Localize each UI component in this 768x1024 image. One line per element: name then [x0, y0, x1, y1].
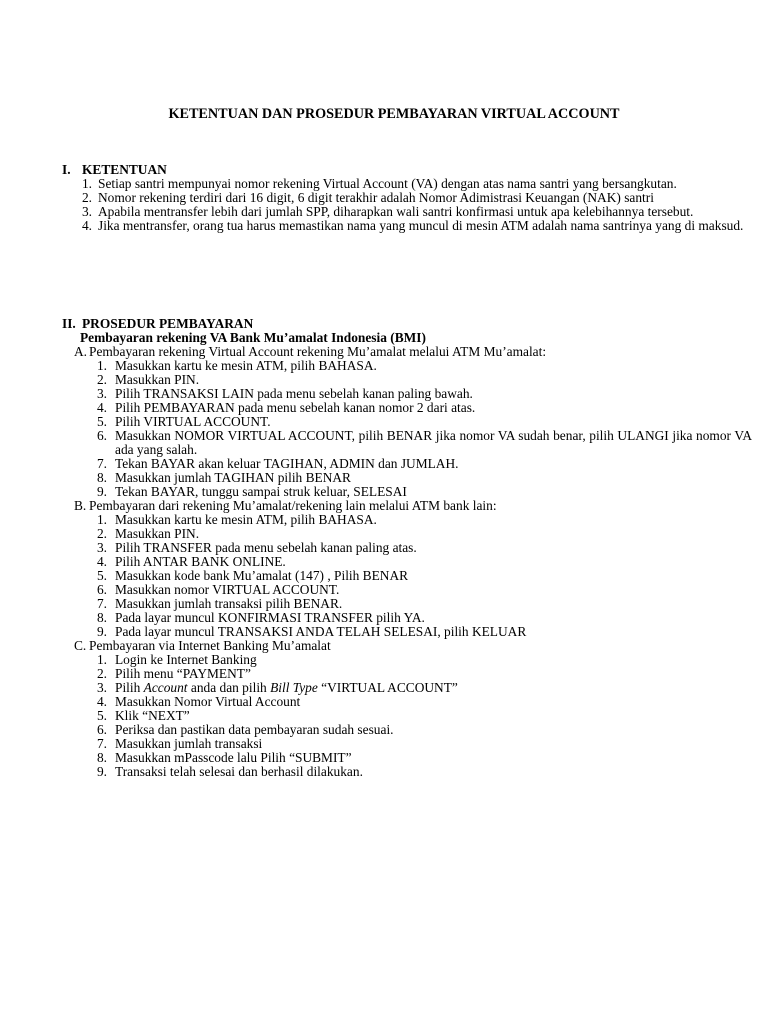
list-item: 7. Masukkan jumlah transaksi — [96, 736, 263, 751]
subsection-c-heading: C. Pembayaran via Internet Banking Mu’amalat — [74, 638, 331, 653]
list-item: 3. Apabila mentransfer lebih dari jumlah SPP, diharapkan wali santri konfirmasi untuk apa kelebihannya tersebut. — [81, 204, 694, 219]
prosedur-block — [74, 345, 752, 779]
list-item: 9. Pada layar muncul TRANSAKSI ANDA TELAH SELESAI, pilih KELUAR — [96, 624, 527, 639]
list-item: 3. Pilih Account anda dan pilih Bill Type “VIRTUAL ACCOUNT” — [96, 680, 458, 695]
list-item: 1. Masukkan kartu ke mesin ATM, pilih BAHASA. — [96, 512, 377, 527]
subsection-a-heading: A. Pembayaran rekening Virtual Account rekening Mu’amalat melalui ATM Mu’amalat: — [74, 344, 547, 359]
subsection-a-steps — [74, 359, 752, 499]
subsection-b-heading: B. Pembayaran dari rekening Mu’amalat/rekening lain melalui ATM bank lain: — [74, 498, 497, 513]
section-prosedur-heading — [62, 317, 253, 331]
list-item: 4. Jika mentransfer, orang tua harus memastikan nama yang muncul di mesin ATM adalah nama santrinya yang di maksud. — [81, 218, 744, 233]
list-item: 9. Transaksi telah selesai dan berhasil dilakukan. — [96, 764, 363, 779]
list-item: 6. Periksa dan pastikan data pembayaran sudah sesuai. — [96, 722, 394, 737]
list-item: 6. Masukkan nomor VIRTUAL ACCOUNT. — [96, 582, 340, 597]
list-item: 4. Masukkan Nomor Virtual Account — [96, 694, 301, 709]
list-item: 2. Masukkan PIN. — [96, 372, 200, 387]
section-ketentuan-heading — [62, 163, 167, 177]
section-number: II. — [62, 316, 76, 331]
list-item: 8. Pada layar muncul KONFIRMASI TRANSFER pilih YA. — [96, 610, 425, 625]
section-title: PROSEDUR PEMBAYARAN — [82, 316, 254, 331]
list-item: 3. Pilih TRANSAKSI LAIN pada menu sebelah kanan paling bawah. — [96, 386, 473, 401]
list-item: 5. Pilih VIRTUAL ACCOUNT. — [96, 414, 271, 429]
subsection-b-steps — [74, 513, 752, 639]
section-title: KETENTUAN — [82, 162, 167, 177]
list-item: 5. Masukkan kode bank Mu’amalat (147) , Pilih BENAR — [96, 568, 409, 583]
section-number: I. — [62, 162, 71, 177]
list-item: 7. Tekan BAYAR akan keluar TAGIHAN, ADMIN dan JUMLAH. — [96, 456, 459, 471]
list-item: 1. Masukkan kartu ke mesin ATM, pilih BAHASA. — [96, 358, 377, 373]
list-item: 4. Pilih PEMBAYARAN pada menu sebelah kanan nomor 2 dari atas. — [96, 400, 476, 415]
subsection-c-steps — [74, 653, 752, 779]
list-item: 4. Pilih ANTAR BANK ONLINE. — [96, 554, 286, 569]
document-title: KETENTUAN DAN PROSEDUR PEMBAYARAN VIRTUAL ACCOUNT — [168, 106, 620, 122]
list-item: 9. Tekan BAYAR, tunggu sampai struk keluar, SELESAI — [96, 484, 407, 499]
list-item: 1. Login ke Internet Banking — [96, 652, 257, 667]
list-item: 8. Masukkan mPasscode lalu Pilih “SUBMIT” — [96, 750, 352, 765]
list-item: 7. Masukkan jumlah transaksi pilih BENAR. — [96, 596, 343, 611]
list-item: 2. Nomor rekening terdiri dari 16 digit, 6 digit terakhir adalah Nomor Adimistrasi Keuangan (NAK) santri — [81, 190, 654, 205]
list-item: 5. Klik “NEXT” — [96, 708, 190, 723]
list-item: 2. Pilih menu “PAYMENT” — [96, 666, 251, 681]
list-item: 8. Masukkan jumlah TAGIHAN pilih BENAR — [96, 470, 351, 485]
section-subheading: Pembayaran rekening VA Bank Mu’amalat Indonesia (BMI) — [80, 330, 426, 345]
list-item: 1. Setiap santri mempunyai nomor rekening Virtual Account (VA) dengan atas nama santri yang bersangkutan. — [81, 176, 677, 191]
ketentuan-list — [62, 177, 752, 233]
list-item: 6. Masukkan NOMOR VIRTUAL ACCOUNT, pilih BENAR jika nomor VA sudah benar, pilih ULANGI jika nomor VA ada yang salah. — [96, 428, 752, 457]
list-item: 3. Pilih TRANSFER pada menu sebelah kanan paling atas. — [96, 540, 417, 555]
list-item: 2. Masukkan PIN. — [96, 526, 200, 541]
